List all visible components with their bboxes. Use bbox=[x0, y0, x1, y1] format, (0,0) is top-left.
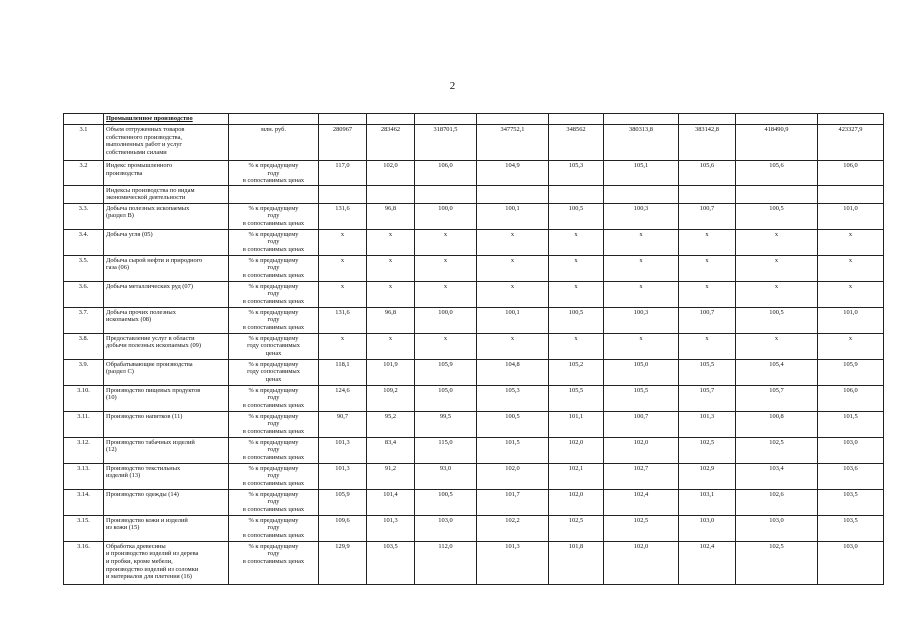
value-cell: 101,3 bbox=[319, 463, 367, 489]
value-cell: 100,7 bbox=[679, 307, 736, 333]
unit-of-measure: % к предыдущему году в сопоставимых ценах bbox=[229, 307, 319, 333]
table-cell bbox=[477, 114, 549, 125]
value-cell: 96,8 bbox=[367, 307, 415, 333]
industrial-production-table bbox=[63, 113, 884, 585]
indicator-name: Добыча угля (05) bbox=[104, 229, 229, 255]
value-cell: 129,9 bbox=[319, 541, 367, 584]
value-cell: x bbox=[415, 333, 477, 359]
value-cell: 102,4 bbox=[604, 489, 679, 515]
value-cell bbox=[367, 185, 415, 203]
value-cell: 102,5 bbox=[679, 437, 736, 463]
row-number: 3.7. bbox=[64, 307, 104, 333]
unit-of-measure bbox=[229, 185, 319, 203]
value-cell bbox=[679, 185, 736, 203]
value-cell: 103,5 bbox=[367, 541, 415, 584]
section-title-row bbox=[64, 114, 884, 125]
value-cell: 124,6 bbox=[319, 385, 367, 411]
indicator-name: Производство кожи и изделий из кожи (15) bbox=[104, 515, 229, 541]
value-cell: 102,9 bbox=[679, 463, 736, 489]
value-cell: x bbox=[549, 229, 604, 255]
value-cell: 102,5 bbox=[549, 515, 604, 541]
value-cell: 105,1 bbox=[604, 161, 679, 186]
value-cell bbox=[477, 185, 549, 203]
table-row bbox=[64, 541, 884, 584]
value-cell: 106,0 bbox=[415, 161, 477, 186]
table-row bbox=[64, 161, 884, 186]
value-cell: 283462 bbox=[367, 125, 415, 161]
table-cell bbox=[549, 114, 604, 125]
value-cell: 100,1 bbox=[477, 203, 549, 229]
value-cell: 100,3 bbox=[604, 203, 679, 229]
table-row bbox=[64, 463, 884, 489]
value-cell: 102,5 bbox=[736, 437, 818, 463]
value-cell: x bbox=[679, 333, 736, 359]
table-cell bbox=[229, 114, 319, 125]
value-cell: 103,5 bbox=[818, 515, 884, 541]
indicator-name: Производство напитков (11) bbox=[104, 411, 229, 437]
section-title: Промышленное производство bbox=[104, 114, 229, 125]
value-cell: 100,3 bbox=[604, 307, 679, 333]
indicator-name: Производство табачных изделий (12) bbox=[104, 437, 229, 463]
table-cell bbox=[736, 114, 818, 125]
value-cell: 105,4 bbox=[736, 359, 818, 385]
value-cell: x bbox=[477, 281, 549, 307]
value-cell: 100,0 bbox=[415, 203, 477, 229]
value-cell: 131,6 bbox=[319, 307, 367, 333]
row-number bbox=[64, 185, 104, 203]
value-cell: 380313,8 bbox=[604, 125, 679, 161]
value-cell: 131,6 bbox=[319, 203, 367, 229]
value-cell: 105,9 bbox=[415, 359, 477, 385]
value-cell: 105,6 bbox=[679, 161, 736, 186]
value-cell: 101,9 bbox=[367, 359, 415, 385]
value-cell: 101,3 bbox=[367, 515, 415, 541]
value-cell: x bbox=[415, 281, 477, 307]
value-cell: x bbox=[477, 333, 549, 359]
value-cell: 102,6 bbox=[736, 489, 818, 515]
value-cell: 100,5 bbox=[549, 307, 604, 333]
value-cell: x bbox=[549, 333, 604, 359]
page-number: 2 bbox=[449, 80, 456, 92]
value-cell: 100,1 bbox=[477, 307, 549, 333]
value-cell: 102,4 bbox=[679, 541, 736, 584]
row-number: 3.15. bbox=[64, 515, 104, 541]
value-cell: 101,0 bbox=[818, 203, 884, 229]
value-cell: 102,0 bbox=[549, 437, 604, 463]
unit-of-measure: % к предыдущему году в сопоставимых ценах bbox=[229, 463, 319, 489]
value-cell: 105,7 bbox=[679, 385, 736, 411]
value-cell: 99,5 bbox=[415, 411, 477, 437]
value-cell: x bbox=[818, 333, 884, 359]
table-row bbox=[64, 437, 884, 463]
row-number: 3.3. bbox=[64, 203, 104, 229]
value-cell: 105,5 bbox=[679, 359, 736, 385]
value-cell: 105,9 bbox=[319, 489, 367, 515]
value-cell: 93,0 bbox=[415, 463, 477, 489]
unit-of-measure: % к предыдущему году сопоставимых ценах bbox=[229, 333, 319, 359]
value-cell: x bbox=[604, 281, 679, 307]
unit-of-measure: % к предыдущему году в сопоставимых ценах bbox=[229, 203, 319, 229]
value-cell: 101,0 bbox=[818, 307, 884, 333]
value-cell: 109,2 bbox=[367, 385, 415, 411]
value-cell: x bbox=[415, 255, 477, 281]
indicator-name: Производство одежды (14) bbox=[104, 489, 229, 515]
value-cell: 101,3 bbox=[319, 437, 367, 463]
value-cell: 103,0 bbox=[415, 515, 477, 541]
table-cell bbox=[415, 114, 477, 125]
value-cell: 102,0 bbox=[604, 437, 679, 463]
value-cell: 90,7 bbox=[319, 411, 367, 437]
value-cell: x bbox=[477, 229, 549, 255]
value-cell: 100,5 bbox=[736, 307, 818, 333]
value-cell: 103,0 bbox=[736, 515, 818, 541]
table-row bbox=[64, 203, 884, 229]
value-cell: x bbox=[818, 255, 884, 281]
value-cell: 83,4 bbox=[367, 437, 415, 463]
value-cell: 103,6 bbox=[818, 463, 884, 489]
indicator-name: Предоставление услуг в области добычи полезных ископаемых (09) bbox=[104, 333, 229, 359]
value-cell: 101,3 bbox=[477, 541, 549, 584]
value-cell: x bbox=[818, 229, 884, 255]
value-cell: x bbox=[604, 255, 679, 281]
value-cell bbox=[319, 185, 367, 203]
value-cell: 102,1 bbox=[549, 463, 604, 489]
value-cell: 102,5 bbox=[736, 541, 818, 584]
value-cell: 103,4 bbox=[736, 463, 818, 489]
value-cell: x bbox=[415, 229, 477, 255]
value-cell: 100,7 bbox=[679, 203, 736, 229]
value-cell bbox=[736, 185, 818, 203]
value-cell: 103,0 bbox=[818, 541, 884, 584]
row-number: 3.10. bbox=[64, 385, 104, 411]
value-cell: 348562 bbox=[549, 125, 604, 161]
table-cell bbox=[818, 114, 884, 125]
row-number: 3.4. bbox=[64, 229, 104, 255]
value-cell: x bbox=[367, 255, 415, 281]
value-cell: x bbox=[367, 333, 415, 359]
row-number: 3.16. bbox=[64, 541, 104, 584]
value-cell: x bbox=[736, 281, 818, 307]
table-row bbox=[64, 125, 884, 161]
indicator-name: Производство текстильных изделий (13) bbox=[104, 463, 229, 489]
unit-of-measure: % к предыдущему году в сопоставимых ценах bbox=[229, 161, 319, 186]
value-cell: 105,7 bbox=[736, 385, 818, 411]
value-cell: 318701,5 bbox=[415, 125, 477, 161]
table-row bbox=[64, 411, 884, 437]
value-cell: 280967 bbox=[319, 125, 367, 161]
row-number: 3.14. bbox=[64, 489, 104, 515]
indicator-name: Добыча сырой нефти и природного газа (06) bbox=[104, 255, 229, 281]
row-number: 3.1 bbox=[64, 125, 104, 161]
table-row bbox=[64, 307, 884, 333]
value-cell: 103,5 bbox=[818, 489, 884, 515]
row-number: 3.9. bbox=[64, 359, 104, 385]
unit-of-measure: % к предыдущему году в сопоставимых ценах bbox=[229, 255, 319, 281]
value-cell: 101,3 bbox=[679, 411, 736, 437]
value-cell: x bbox=[319, 229, 367, 255]
value-cell: 105,9 bbox=[818, 359, 884, 385]
table-cell bbox=[367, 114, 415, 125]
value-cell: x bbox=[736, 229, 818, 255]
indicator-name: Обработка древесины и производство изделий из дерева и пробки, кроме мебели, производство изделий из соломки и материалов для плетения (16) bbox=[104, 541, 229, 584]
unit-of-measure: % к предыдущему году в сопоставимых ценах bbox=[229, 229, 319, 255]
value-cell: x bbox=[679, 229, 736, 255]
table-row bbox=[64, 255, 884, 281]
table-cell bbox=[604, 114, 679, 125]
value-cell: 100,5 bbox=[736, 203, 818, 229]
value-cell: x bbox=[367, 229, 415, 255]
value-cell: 102,0 bbox=[549, 489, 604, 515]
value-cell: x bbox=[477, 255, 549, 281]
value-cell: 101,5 bbox=[818, 411, 884, 437]
unit-of-measure: % к предыдущему году в сопоставимых ценах bbox=[229, 385, 319, 411]
value-cell: 103,1 bbox=[679, 489, 736, 515]
value-cell: 106,0 bbox=[818, 385, 884, 411]
value-cell: 115,0 bbox=[415, 437, 477, 463]
value-cell: 100,8 bbox=[736, 411, 818, 437]
table-row bbox=[64, 229, 884, 255]
value-cell: x bbox=[604, 333, 679, 359]
value-cell: 100,7 bbox=[604, 411, 679, 437]
value-cell: 100,5 bbox=[477, 411, 549, 437]
value-cell: 95,2 bbox=[367, 411, 415, 437]
value-cell: 100,5 bbox=[415, 489, 477, 515]
value-cell: 105,3 bbox=[549, 161, 604, 186]
value-cell: 105,0 bbox=[415, 385, 477, 411]
value-cell: 101,8 bbox=[549, 541, 604, 584]
value-cell: x bbox=[736, 255, 818, 281]
value-cell: x bbox=[679, 281, 736, 307]
value-cell: 109,6 bbox=[319, 515, 367, 541]
indicator-name: Индекс промышленного производства bbox=[104, 161, 229, 186]
value-cell: x bbox=[367, 281, 415, 307]
row-number: 3.5. bbox=[64, 255, 104, 281]
indicator-name: Добыча металлических руд (07) bbox=[104, 281, 229, 307]
value-cell: x bbox=[604, 229, 679, 255]
table-row bbox=[64, 333, 884, 359]
value-cell: 118,1 bbox=[319, 359, 367, 385]
value-cell: 104,9 bbox=[477, 161, 549, 186]
table-row bbox=[64, 515, 884, 541]
value-cell: 102,2 bbox=[477, 515, 549, 541]
value-cell: 101,7 bbox=[477, 489, 549, 515]
unit-of-measure: % к предыдущему году в сопоставимых ценах bbox=[229, 437, 319, 463]
value-cell: x bbox=[549, 255, 604, 281]
value-cell: 102,0 bbox=[604, 541, 679, 584]
indicator-name: Объем отгруженных товаров собственного производства, выполненных работ и услуг собственными силами bbox=[104, 125, 229, 161]
value-cell: 105,6 bbox=[736, 161, 818, 186]
value-cell: 105,2 bbox=[549, 359, 604, 385]
unit-of-measure: % к предыдущему году в сопоставимых ценах bbox=[229, 411, 319, 437]
value-cell: x bbox=[679, 255, 736, 281]
table-row bbox=[64, 185, 884, 203]
row-number: 3.13. bbox=[64, 463, 104, 489]
value-cell: x bbox=[319, 333, 367, 359]
row-number: 3.2 bbox=[64, 161, 104, 186]
value-cell: 105,5 bbox=[549, 385, 604, 411]
value-cell: x bbox=[818, 281, 884, 307]
table-row bbox=[64, 359, 884, 385]
value-cell bbox=[549, 185, 604, 203]
value-cell: 105,3 bbox=[477, 385, 549, 411]
row-number: 3.6. bbox=[64, 281, 104, 307]
value-cell: x bbox=[736, 333, 818, 359]
unit-of-measure: % к предыдущему году в сопоставимых ценах bbox=[229, 489, 319, 515]
value-cell: 104,8 bbox=[477, 359, 549, 385]
value-cell: 418490,9 bbox=[736, 125, 818, 161]
row-number: 3.8. bbox=[64, 333, 104, 359]
value-cell: 102,0 bbox=[477, 463, 549, 489]
table-row bbox=[64, 281, 884, 307]
value-cell bbox=[604, 185, 679, 203]
value-cell: 102,0 bbox=[367, 161, 415, 186]
value-cell: 117,0 bbox=[319, 161, 367, 186]
value-cell: 96,8 bbox=[367, 203, 415, 229]
unit-of-measure: млн. руб. bbox=[229, 125, 319, 161]
value-cell: 101,4 bbox=[367, 489, 415, 515]
value-cell: 423327,9 bbox=[818, 125, 884, 161]
table-cell bbox=[64, 114, 104, 125]
unit-of-measure: % к предыдущему году сопоставимых ценах bbox=[229, 359, 319, 385]
value-cell: x bbox=[319, 281, 367, 307]
value-cell: 347752,1 bbox=[477, 125, 549, 161]
value-cell: 100,0 bbox=[415, 307, 477, 333]
row-number: 3.12. bbox=[64, 437, 104, 463]
value-cell: 102,5 bbox=[604, 515, 679, 541]
unit-of-measure: % к предыдущему году в сопоставимых ценах bbox=[229, 281, 319, 307]
value-cell: 100,5 bbox=[549, 203, 604, 229]
value-cell: 112,0 bbox=[415, 541, 477, 584]
value-cell: 105,5 bbox=[604, 385, 679, 411]
indicator-name: Добыча полезных ископаемых (раздел B) bbox=[104, 203, 229, 229]
table-cell bbox=[319, 114, 367, 125]
row-number: 3.11. bbox=[64, 411, 104, 437]
value-cell: 91,2 bbox=[367, 463, 415, 489]
value-cell: x bbox=[549, 281, 604, 307]
value-cell: 101,1 bbox=[549, 411, 604, 437]
indicator-name: Индексы производства по видам экономической деятельности bbox=[104, 185, 229, 203]
unit-of-measure: % к предыдущему году в сопоставимых ценах bbox=[229, 515, 319, 541]
table-row bbox=[64, 489, 884, 515]
indicator-name: Обрабатывающие производства (раздел C) bbox=[104, 359, 229, 385]
unit-of-measure: % к предыдущему году в сопоставимых ценах bbox=[229, 541, 319, 584]
indicator-name: Добыча прочих полезных ископаемых (08) bbox=[104, 307, 229, 333]
indicator-name: Производство пищевых продуктов (10) bbox=[104, 385, 229, 411]
value-cell: 106,0 bbox=[818, 161, 884, 186]
value-cell: 102,7 bbox=[604, 463, 679, 489]
value-cell: 105,0 bbox=[604, 359, 679, 385]
value-cell: 103,0 bbox=[679, 515, 736, 541]
table-row bbox=[64, 385, 884, 411]
value-cell bbox=[818, 185, 884, 203]
value-cell bbox=[415, 185, 477, 203]
value-cell: 383142,8 bbox=[679, 125, 736, 161]
table-cell bbox=[679, 114, 736, 125]
value-cell: 103,0 bbox=[818, 437, 884, 463]
value-cell: x bbox=[319, 255, 367, 281]
value-cell: 101,5 bbox=[477, 437, 549, 463]
